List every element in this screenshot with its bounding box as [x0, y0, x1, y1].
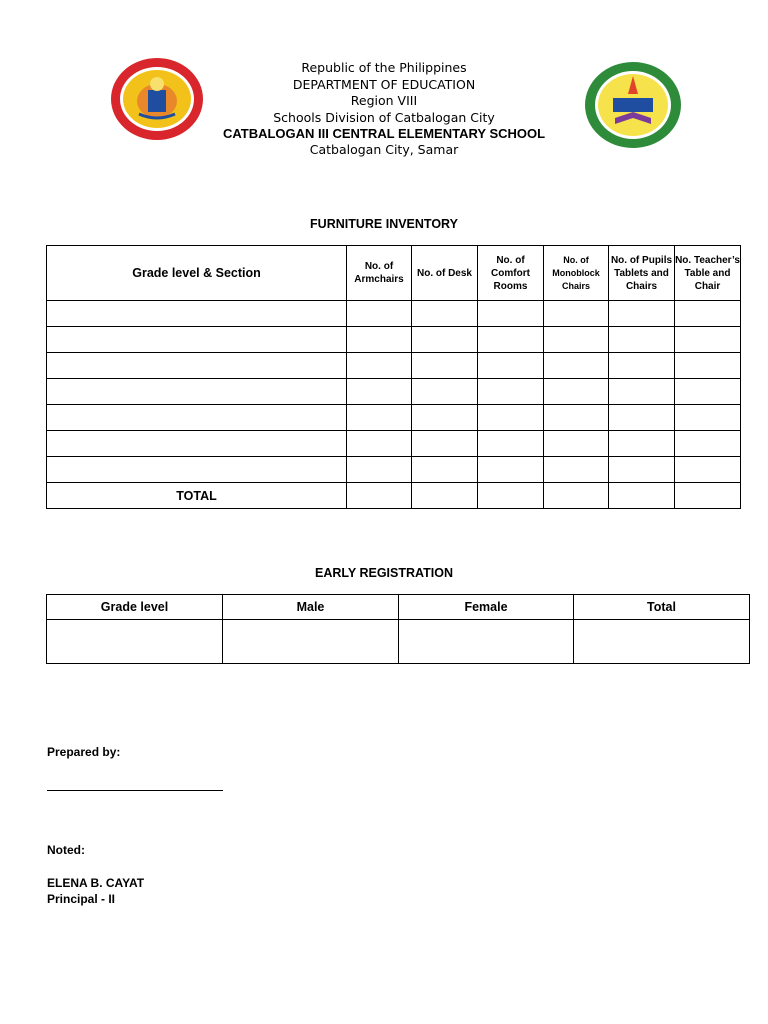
division-line: Schools Division of Catbalogan City [273, 109, 495, 125]
table-cell[interactable] [478, 483, 544, 509]
header-grade-section: Grade level & Section [47, 246, 347, 301]
header-female: Female [399, 595, 574, 620]
table-row [47, 301, 741, 327]
furniture-inventory-title: FURNITURE INVENTORY [310, 217, 458, 231]
school-seal-icon [583, 60, 683, 150]
header-male: Male [223, 595, 399, 620]
table-cell[interactable] [478, 353, 544, 379]
prepared-by-label: Prepared by: [47, 745, 121, 759]
table-cell[interactable] [675, 301, 741, 327]
school-name: CATBALOGAN III CENTRAL ELEMENTARY SCHOOL [222, 126, 546, 141]
table-cell[interactable] [675, 405, 741, 431]
table-cell[interactable] [544, 483, 609, 509]
table-cell[interactable] [544, 379, 609, 405]
table-cell[interactable] [47, 405, 347, 431]
total-row [47, 483, 741, 509]
deped-division-seal-icon [108, 56, 206, 142]
table-cell[interactable] [609, 327, 675, 353]
table-cell[interactable] [478, 379, 544, 405]
header-desk: No. of Desk [412, 246, 478, 301]
table-cell[interactable] [47, 457, 347, 483]
table-cell[interactable] [412, 431, 478, 457]
header-total: Total [574, 595, 750, 620]
table-cell[interactable] [412, 379, 478, 405]
table-cell[interactable] [675, 483, 741, 509]
table-cell[interactable] [47, 301, 347, 327]
table-row [47, 457, 741, 483]
table-cell[interactable] [412, 483, 478, 509]
table-cell[interactable] [574, 620, 750, 664]
table-cell[interactable] [47, 327, 347, 353]
table-cell[interactable] [347, 353, 412, 379]
table-cell[interactable] [347, 301, 412, 327]
table-cell[interactable] [47, 353, 347, 379]
table-cell[interactable] [478, 301, 544, 327]
noted-label: Noted: [47, 843, 85, 857]
table-cell[interactable] [675, 457, 741, 483]
table-cell[interactable] [544, 301, 609, 327]
table-row [47, 327, 741, 353]
table-cell[interactable] [412, 457, 478, 483]
table-cell[interactable] [675, 353, 741, 379]
region-line: Region VIII [350, 93, 418, 108]
table-row [47, 431, 741, 457]
table-cell[interactable] [347, 327, 412, 353]
signature-line[interactable] [47, 790, 223, 791]
table-cell[interactable] [609, 379, 675, 405]
table-cell[interactable] [412, 301, 478, 327]
table-cell[interactable] [544, 431, 609, 457]
letterhead [200, 60, 568, 159]
table-cell[interactable] [675, 327, 741, 353]
header-comfort-rooms: No. of Comfort Rooms [478, 246, 544, 301]
table-cell[interactable] [675, 379, 741, 405]
early-registration-table [46, 594, 750, 664]
table-cell[interactable] [675, 431, 741, 457]
table-cell[interactable] [47, 620, 223, 664]
table-cell[interactable] [223, 620, 399, 664]
table-cell[interactable] [609, 431, 675, 457]
table-cell[interactable] [609, 353, 675, 379]
table-row [47, 405, 741, 431]
table-cell[interactable] [478, 431, 544, 457]
early-registration-title: EARLY REGISTRATION [315, 566, 453, 580]
principal-name: ELENA B. CAYAT [47, 876, 145, 890]
table-cell[interactable] [412, 327, 478, 353]
table-cell[interactable] [544, 353, 609, 379]
table-cell[interactable] [609, 483, 675, 509]
table-cell[interactable] [609, 405, 675, 431]
table-cell[interactable] [544, 457, 609, 483]
table-cell[interactable] [47, 431, 347, 457]
table-cell[interactable] [478, 457, 544, 483]
republic-line: Republic of the Philippines [301, 60, 467, 75]
table-cell[interactable] [609, 301, 675, 327]
table-cell[interactable] [478, 405, 544, 431]
table-cell[interactable] [347, 483, 412, 509]
table-cell[interactable] [347, 457, 412, 483]
table-row [47, 620, 750, 664]
header-grade-level: Grade level [47, 595, 223, 620]
furniture-inventory-table [46, 245, 741, 509]
table-cell[interactable] [47, 379, 347, 405]
table-cell[interactable] [478, 327, 544, 353]
table-cell[interactable] [399, 620, 574, 664]
header-pupils-tablets: No. of Pupils Tablets and Chairs [609, 246, 675, 301]
table-cell[interactable] [347, 405, 412, 431]
table-row [47, 353, 741, 379]
total-label: TOTAL [47, 483, 347, 509]
table-cell[interactable] [347, 379, 412, 405]
header-teacher-table: No. Teacher’s Table and Chair [675, 246, 741, 301]
header-armchairs: No. of Armchairs [347, 246, 412, 301]
header-monoblock-chairs: No. of Monoblock Chairs [544, 246, 609, 301]
table-cell[interactable] [544, 405, 609, 431]
table-cell[interactable] [609, 457, 675, 483]
table-row [47, 379, 741, 405]
principal-position: Principal - II [47, 892, 116, 906]
address-line: Catbalogan City, Samar [309, 142, 459, 157]
table-cell[interactable] [412, 405, 478, 431]
department-line: DEPARTMENT OF EDUCATION [292, 76, 476, 92]
table-cell[interactable] [544, 327, 609, 353]
table-cell[interactable] [412, 353, 478, 379]
table-cell[interactable] [347, 431, 412, 457]
